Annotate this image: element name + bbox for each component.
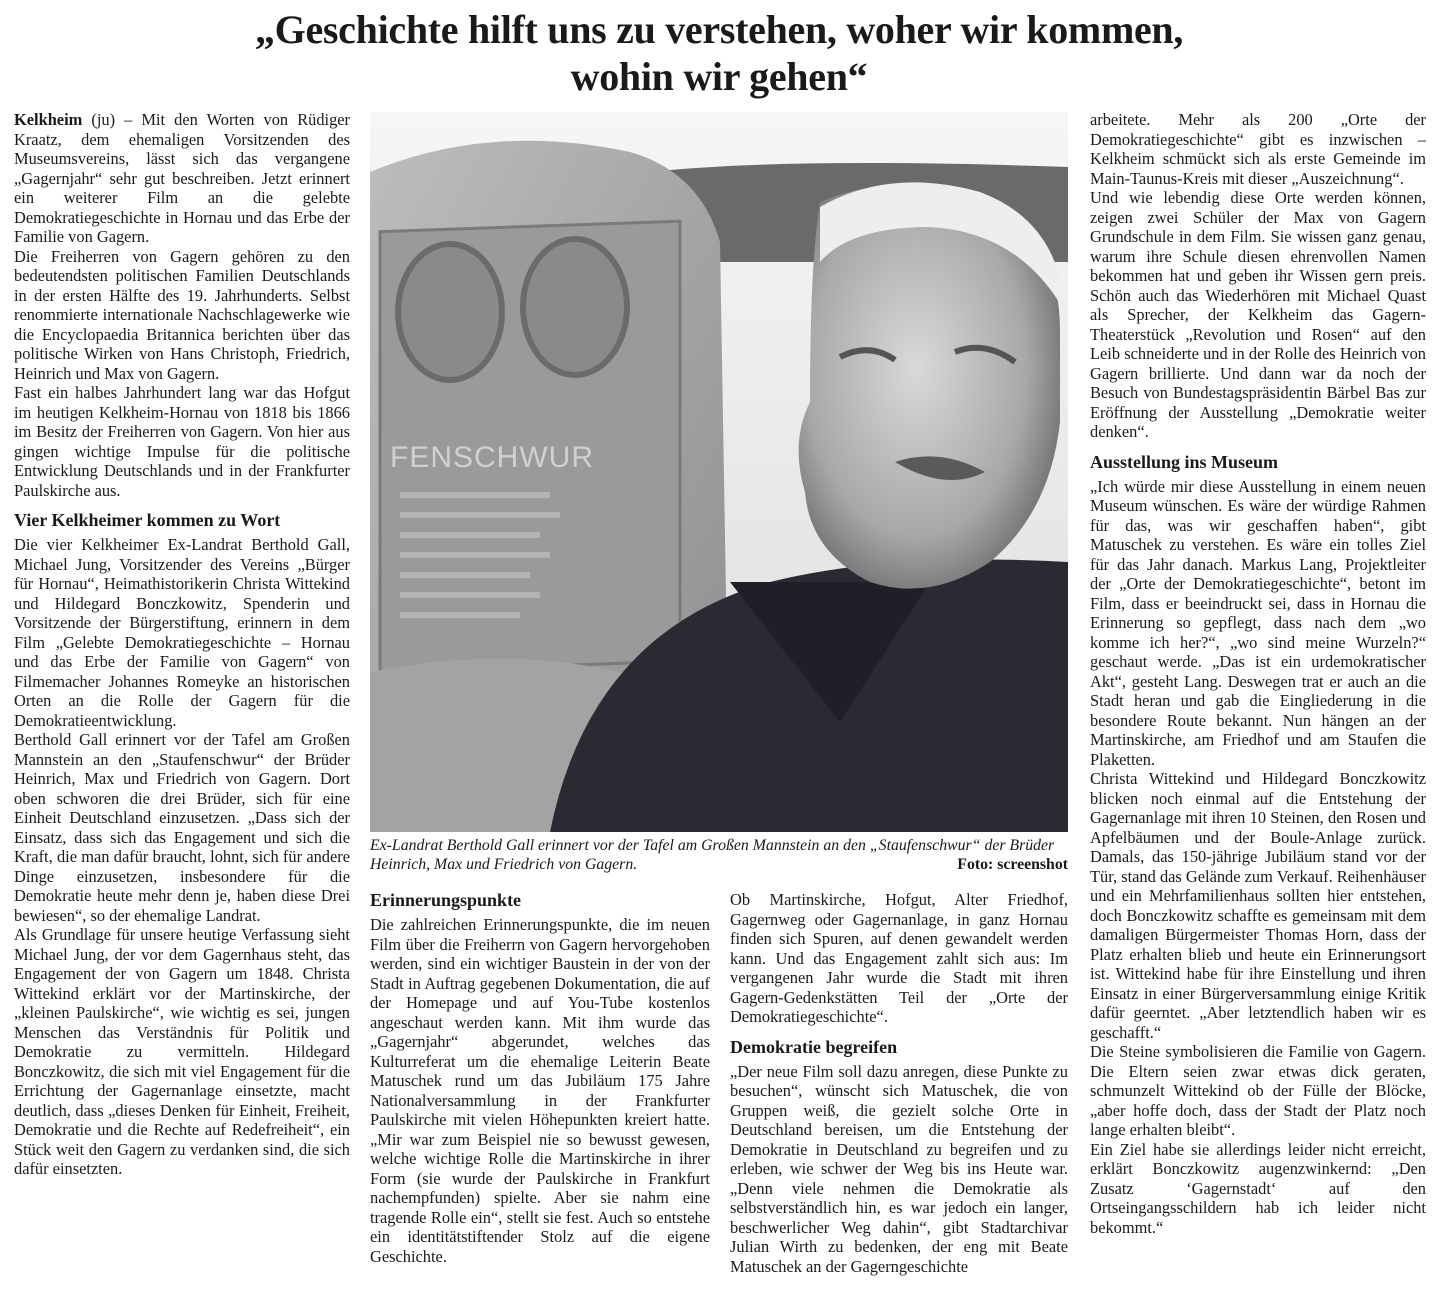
column-3 [730, 890, 1068, 1276]
paragraph: arbeitete. Mehr als 200 „Orte der Demokratiegeschichte“ gibt es inzwischen – Kelkheim schmückt sich als erste Gemeinde im Main-Taunus-Kreis mit dieser „Auszeichnung“. [1090, 110, 1426, 188]
paragraph: Die vier Kelkheimer Ex-Landrat Berthold Gall, Michael Jung, Vorsitzender des Vereins „Bürger für Hornau“, Heimathistorikerin Christa Wittekind und Hildegard Bonczkowitz, Spenderin und Vorsitzende der Bürgerstiftung, erinnern in dem Film „Gelebte Demokratiegeschichte – Hornau und das Erbe der Familie von Gagern“ von Filmemacher Johannes Romeyke an historischen Orten an die Rolle der Gagern für die Demokratieentwicklung. [14, 535, 350, 730]
photo-caption [370, 836, 1068, 874]
column-1 [14, 110, 350, 1179]
subheading: Erinnerungspunkte [370, 890, 522, 910]
caption-text: Ex-Landrat Berthold Gall erinnert vor der Tafel am Großen Mannstein an den „Staufenschwur“ der Brüder Heinrich, Max und Friedrich von Gagern. [370, 837, 1055, 873]
paragraph: Ob Martinskirche, Hofgut, Alter Friedhof, Gagernweg oder Gagernanlage, in ganz Hornau finden sich Spuren, auf denen gewandelt werden kann. Und das Engagement zahlt sich aus: Im vergangenen Jahr wurde die Stadt mit ihren Gagern-Gedenkstätten Teil der „Orte der Demokratiegeschichte“. [730, 890, 1068, 1026]
subheading: Vier Kelkheimer kommen zu Wort [14, 510, 281, 530]
paragraph: Christa Wittekind und Hildegard Bonczkowitz blicken noch einmal auf die Entstehung der Gagernanlage mit ihren 10 Steinen, den Rosen und Apfelbäumen und der Boule-Anlage zurück. Damals, das 150-jährige Jubiläum stand vor der Tür, stand das Gelände zum Verkauf. Reihenhäuser und ein Mehrfamilienhaus sollten hier entstehen, doch Bonczkowitz schaffte es gemeinsam mit dem damaligen Bürgermeister Thomas Horn, dass der Platz erhalten blieb und heute ein Erinnerungsort ist. Wittekind habe für ihre Einstellung und ihren Einsatz in einer Bürgerversammlung einige Kritik dafür geerntet. „Aber letztendlich haben wir es geschafft.“ [1090, 769, 1426, 1042]
plaque-text: FENSCHWUR [390, 441, 594, 474]
paragraph: Als Grundlage für unsere heutige Verfassung sieht Michael Jung, der vor dem Gagernhaus steht, das Engagement der von Gagern um 1848. Christa Wittekind erklärt vor der Martinskirche, der „kleinen Paulskirche“, wie wichtig es sei, jungen Menschen das Verständnis für Politik und Demokratie zu vermitteln. Hildegard Bonczkowitz, die sich mit viel Engagement für die Errichtung der Gagernanlage einsetzte, macht deutlich, dass „dieses Denken für Einheit, Freiheit, Demokratie und die Rechte auf Redefreiheit“, ein Stück weit den Gagern zu verdanken sind, die sich dafür einsetzten. [14, 925, 350, 1178]
paragraph: Ein Ziel habe sie allerdings leider nicht erreicht, erklärt Bonczkowitz augenzwinkernd: „Den Zusatz ‘Gagernstadt‘ auf den Ortseingangsschildern hab ich leider nicht bekommt.“ [1090, 1139, 1426, 1237]
photo-illustration [370, 112, 1068, 832]
subheading: Demokratie begreifen [730, 1036, 898, 1057]
photo-credit: Foto: screenshot [957, 856, 1068, 873]
headline-line-1: „Geschichte hilft uns zu verstehen, woher wir kommen, [254, 7, 1184, 52]
headline-line-2: wohin wir gehen“ [570, 54, 868, 99]
paragraph: Fast ein halbes Jahrhundert lang war das Hofgut im heutigen Kelkheim-Hornau von 1818 bis 1866 im Besitz der Freiherren von Gagern. Von hier aus gingen wichtige Impulse für die politische Entwicklung Deutschlands und in der Frankfurter Paulskirche aus. [14, 383, 350, 500]
paragraph: Die Steine symbolisieren die Familie von Gagern. Die Eltern seien zwar etwas dick geraten, schmunzelt Wittekind ob der Fülle der Blöcke, „aber hoffe doch, dass der Stadt der Platz noch lange erhalten bleibt“. [1090, 1042, 1426, 1139]
paragraph: Die Freiherren von Gagern gehören zu den bedeutendsten politischen Familien Deutschlands in der ersten Hälfte des 19. Jahrhunderts. Selbst renommierte internationale Nachschlagewerke wie die Encyclopaedia Britannica berichten über das politische Wirken von Hans Christoph, Friedrich, Heinrich und Max von Gagern. [14, 246, 350, 383]
paragraph: Die zahlreichen Erinnerungspunkte, die im neuen Film über die Freiherrn von Gagern hervorgehoben werden, sind ein wichtiger Baustein in der von der Stadt in Auftrag gegebenen Dokumentation, die auf der Homepage und auf You-Tube kostenlos angeschaut werden kann. Mit ihm wurde das „Gagernjahr“ abgerundet, welches das Kulturreferat um die ehemalige Leiterin Beate Matuschek rund um das Jubiläum 175 Jahre Nationalversammlung in der Frankfurter Paulskirche mit vielen Höhepunkten kreiert hatte. „Mir war zum Beispiel nie so bewusst gewesen, welche wichtige Rolle die Martinskirche in ihrer Form (sie wurde der Paulskirche in Frankfurt nachempfunden) spielte. Aber sie nahm eine tragende Rolle ein“, stellt sie fest. Auch so entstehe ein identitätstiftender Stolz auf die eigene Geschichte. [370, 915, 710, 1266]
paragraph: „Der neue Film soll dazu anregen, diese Punkte zu besuchen“, wünscht sich Matuschek, die von Gruppen weiß, die gezielt solche Orte in Deutschland bereisen, um die Entstehung der Demokratie in Deutschland zu begreifen und zu erleben, wie schwer der Weg bis ins Heute war. „Denn viele nehmen die Demokratie als selbstverständlich hin, es war jedoch ein langer, beschwerlicher Weg dahin“, gibt Stadtarchivar Julian Wirth zu bedenken, der eng mit Beate Matuschek an der Gagerngeschichte [730, 1061, 1068, 1276]
paragraph: Und wie lebendig diese Orte werden können, zeigen zwei Schüler der Max von Gagern Grundschule in dem Film. Sie wissen ganz genau, warum ihre Schule diesen ehrenvollen Namen bekommen hat und geben ihr Wissen gern preis. Schön auch das Wiederhören mit Michael Quast als Sprecher, der Kelkheim das Gagern-Theaterstück „Revolution und Rosen“ auf den Leib schneiderte und in der Rolle des Heinrich von Gagern brillierte. Und dann war da noch der Besuch von Bundestagspräsidentin Bärbel Bas zur Eröffnung der Ausstellung „Demokratie weiter denken“. [1090, 188, 1426, 441]
column-2 [370, 890, 710, 1266]
headline [0, 6, 1438, 100]
article-photo [370, 112, 1068, 832]
paragraph-text: (ju) – Mit den Worten von Rüdiger Kraatz, dem ehemaligen Vorsitzenden des Museumsvereins, lässt sich das vergangene „Gagernjahr“ sehr gut beschreiben. Jetzt erinnert ein weiterer Film an die gelebte Demokratiegeschichte in Hornau und das Erbe der Familie von Gagern. [14, 110, 350, 246]
paragraph [14, 110, 350, 247]
column-4 [1090, 110, 1426, 1237]
subheading: Ausstellung ins Museum [1090, 451, 1279, 472]
paragraph: Berthold Gall erinnert vor der Tafel am Großen Mannstein an den „Staufenschwur“ der Brüder Heinrich, Max und Friedrich von Gagern. Dort oben schworen die drei Brüder, sich für eine Einheit Deutschland einzusetzen. „Dass sich der Einsatz, dass sich das Engagement und sich die Kraft, die man dafür braucht, lohnt, sich für andere Dinge einzusetzen, insbesondere für die Demokratie heute mehr denn je, haben diese Drei bewiesen“, so der ehemalige Landrat. [14, 730, 350, 925]
paragraph: „Ich würde mir diese Ausstellung in einem neuen Museum wünschen. Es wäre der würdige Rahmen für das, was wir geschaffen haben“, gibt Matuschek zu verstehen. Es wäre ein tolles Ziel für das Jahr danach. Markus Lang, Projektleiter der „Orte der Demokratiegeschichte“, betont im Film, dass er beeindruckt sei, dass in Hornau die Erinnerung so gepflegt, dass nach dem „wo komme ich her?“, „wo sind meine Wurzeln?“ geschaut werde. „Das ist ein urdemokratischer Akt“, gesteht Lang. Deswegen trat er auch an die Stadt heran und gab die Eingliederung in die besondere Route bekannt. Nun hängen an der Martinskirche, am Friedhof und am Staufen die Plaketten. [1090, 476, 1426, 769]
dateline: Kelkheim [14, 110, 83, 129]
